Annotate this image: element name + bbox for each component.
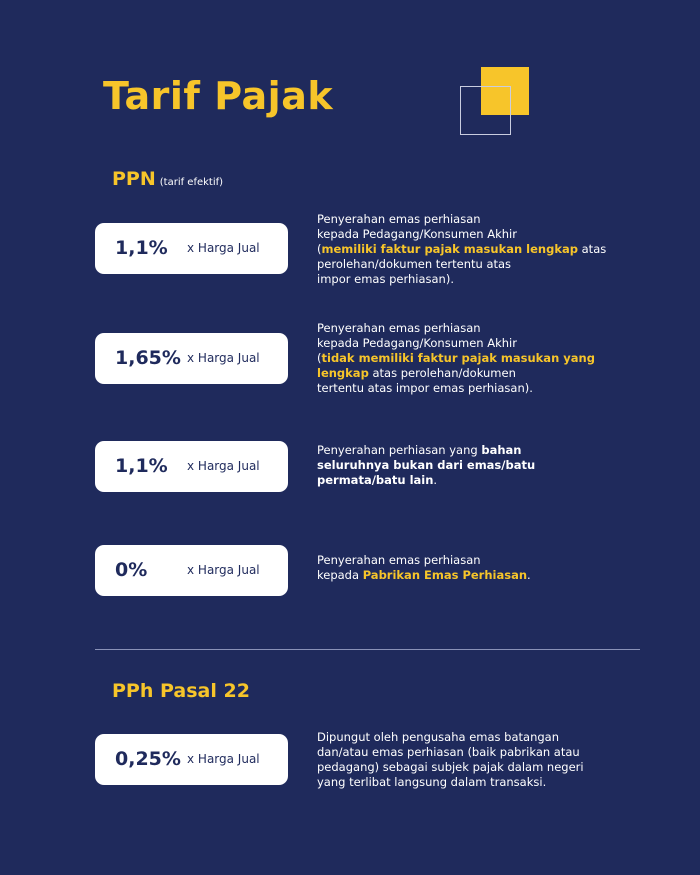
rate-pill [95,333,288,384]
description-text: pedagang) sebagai subjek pajak dalam negeri [317,760,584,774]
description-text: ( [317,242,322,256]
description-text: Penyerahan perhiasan yang [317,443,482,457]
decorative-square-outline [460,86,511,135]
rate-multiplier: x Harga Jual [187,351,260,365]
ppn-heading-label: PPN [112,168,156,190]
description-text: Penyerahan emas perhiasan [317,212,481,226]
rate-pill [95,441,288,492]
description-text: ( [317,351,322,365]
rate-description [317,212,627,287]
rate-multiplier: x Harga Jual [187,459,260,473]
description-emphasis: Pabrikan Emas Perhiasan [362,568,528,582]
description-emphasis: tidak memiliki faktur pajak masukan yang [321,351,595,365]
section-divider [95,649,640,650]
description-text: Penyerahan emas perhiasan [317,321,481,335]
description-emphasis: memiliki faktur pajak masukan lengkap [321,242,578,256]
rate-description [317,321,627,396]
description-emphasis: bahan [481,443,522,457]
rate-value: 0,25% [115,748,181,770]
rate-multiplier: x Harga Jual [187,563,260,577]
rate-pill [95,223,288,274]
rate-value: 1,1% [115,455,168,477]
rate-value: 0% [115,559,148,581]
description-text: atas perolehan/dokumen [368,366,516,380]
ppn-heading [112,168,223,190]
description-text: Dipungut oleh pengusaha emas batangan [317,730,560,744]
description-text: perolehan/dokumen tertentu atas [317,257,512,271]
rate-multiplier: x Harga Jual [187,241,260,255]
description-text: tertentu atas impor emas perhiasan). [317,381,533,395]
page-title: Tarif Pajak [103,74,334,118]
description-text: kepada Pedagang/Konsumen Akhir [317,336,517,350]
rate-description [317,730,627,790]
rate-value: 1,1% [115,237,168,259]
description-text: yang terlibat langsung dalam transaksi. [317,775,547,789]
description-text: . [433,473,438,487]
description-text: impor emas perhiasan). [317,272,454,286]
description-text: kepada [317,568,363,582]
description-text: kepada Pedagang/Konsumen Akhir [317,227,517,241]
pph-heading: PPh Pasal 22 [112,680,250,702]
description-text: atas [577,242,607,256]
ppn-subheading: (tarif efektif) [159,177,224,188]
rate-description [317,553,627,583]
rate-value: 1,65% [115,347,181,369]
rate-pill [95,734,288,785]
description-emphasis: seluruhnya bukan dari emas/batu [317,458,536,472]
description-text: dan/atau emas perhiasan (baik pabrikan atau [317,745,580,759]
description-text: Penyerahan emas perhiasan [317,553,481,567]
description-emphasis: lengkap [317,366,369,380]
rate-description [317,443,627,488]
rate-multiplier: x Harga Jual [187,752,260,766]
rate-pill [95,545,288,596]
description-emphasis: permata/batu lain [317,473,434,487]
description-text: . [527,568,531,582]
